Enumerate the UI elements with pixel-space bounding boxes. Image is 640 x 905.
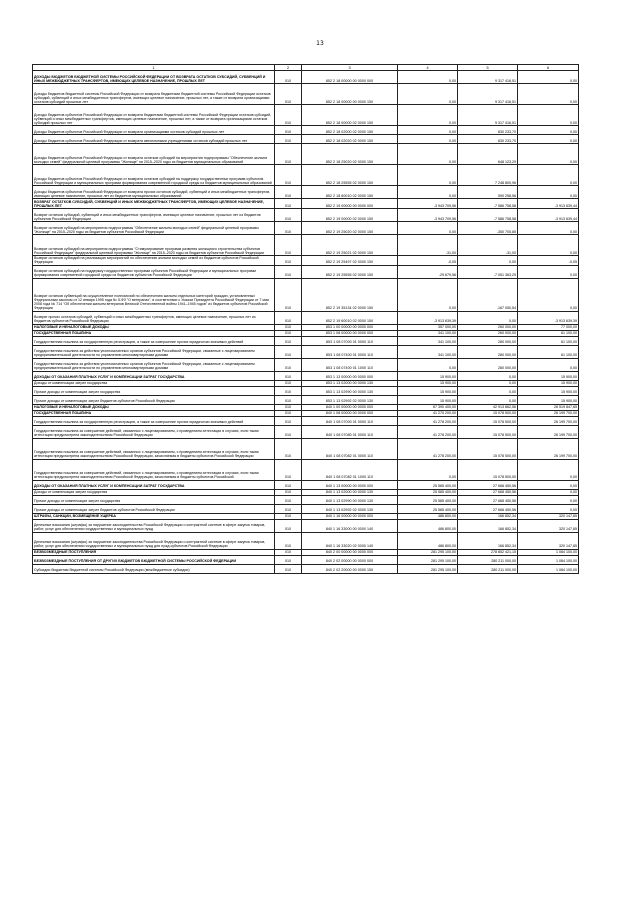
row-value-col5: 280 211 000,00	[458, 555, 518, 564]
row-value-col4: 341 100,00	[398, 336, 458, 345]
row-name: ГОСУДАРСТВЕННАЯ ПОШЛИНА	[33, 410, 275, 416]
row-admin-code: 010	[275, 438, 302, 459]
row-budget-code: 840 1 16 33020 02 0000 140	[302, 532, 398, 549]
row-value-col5: 15 078 500,00	[458, 438, 518, 459]
row-value-col4: 0,00	[398, 144, 458, 165]
header-col-2: 2	[275, 65, 302, 71]
row-admin-code: 010	[275, 126, 302, 135]
row-value-col6: 0,00	[518, 165, 579, 186]
row-name: Возврат остатков субсидий на мероприятия подпрограммы "Обеспечение жильем молодых семей" федеральной целевой программы "Жилище" на 2015–2020 годы из бюджетов субъектов Российской Федерации	[33, 222, 275, 235]
header-col-3: 3	[302, 65, 398, 71]
row-admin-code: 010	[275, 395, 302, 404]
row-value-col5: 260 000,00	[458, 324, 518, 330]
row-admin-code: 010	[275, 199, 302, 209]
table-row	[33, 395, 579, 404]
row-budget-code: 840 1 08 07080 01 0000 110	[302, 425, 398, 438]
table-row	[33, 144, 579, 165]
row-budget-code: 840 1 13 02992 02 0000 130	[302, 504, 398, 513]
row-value-col4: -31,00	[398, 235, 458, 256]
row-value-col5: 0,00	[458, 371, 518, 380]
row-value-col5: 9 317 416,51	[458, 105, 518, 126]
row-value-col5: 42 913 862,56	[458, 404, 518, 410]
table-row	[33, 209, 579, 222]
row-budget-code: 852 2 18 25555 02 0000 150	[302, 165, 398, 186]
row-budget-code: 853 1 13 02992 02 0000 130	[302, 395, 398, 404]
row-value-col4: 0,00	[398, 135, 458, 144]
row-value-col5: 0,00	[458, 395, 518, 404]
row-admin-code: 010	[275, 480, 302, 489]
row-name: Возврат прочих остатков субсидий, субвенций и иных межбюджетных трансфертов, имеющих целевое назначение, прошлых лет из бюджетов субъектов Российской Федерации	[33, 311, 275, 324]
row-value-col5: 15 078 500,00	[458, 459, 518, 480]
row-value-col6: 0,00	[518, 126, 579, 135]
row-value-col4: -3 913 639,39	[398, 311, 458, 324]
row-value-col4: 0,00	[398, 222, 458, 235]
row-value-col5: 830 233,70	[458, 135, 518, 144]
row-value-col6: 0,00	[518, 222, 579, 235]
row-value-col5: 0,00	[458, 386, 518, 395]
row-admin-code: 010	[275, 311, 302, 324]
row-budget-code: 853 1 13 02000 00 0000 130	[302, 380, 398, 386]
row-value-col6: 0,00	[518, 71, 579, 84]
row-value-col4: 281 295 100,00	[398, 564, 458, 573]
row-value-col6: 26 199 700,00	[518, 438, 579, 459]
row-value-col5: -167 050,54	[458, 278, 518, 311]
row-value-col4: 0,00	[398, 186, 458, 199]
row-name: Прочие доходы от компенсации затрат бюджетов субъектов Российской Федерации	[33, 395, 275, 404]
row-value-col6: 0,00	[518, 495, 579, 504]
row-budget-code: 852 2 19 25021 02 0000 150	[302, 235, 398, 256]
row-value-col4: -3 943 709,56	[398, 199, 458, 209]
row-budget-code: 853 1 08 00000 00 0000 000	[302, 330, 398, 336]
row-value-col6: 1 084 100,00	[518, 564, 579, 573]
row-name: Государственная пошлина за совершение действий, связанных с лицензированием, с проведением аттестации в случаях, если такая аттестация предусмотрена законодательством Российской Федерации	[33, 425, 275, 438]
row-value-col5: 830 233,70	[458, 126, 518, 135]
table-row	[33, 504, 579, 513]
row-name: Доходы бюджетов субъектов Российской Федерации от возврата бюджетами бюджетной системы Российской Федерации остатков субсидий, субвенций и иных межбюджетных трансфертов, имеющих целевое назначение, прошлых лет, а также от возврата организациями остатков субсидий прошлых лет	[33, 105, 275, 126]
row-value-col5: 7 248 800,96	[458, 165, 518, 186]
row-budget-code: 840 2 02 00000 00 0000 000	[302, 555, 398, 564]
row-value-col6: 0,00	[518, 186, 579, 199]
row-value-col6: 26 199 700,00	[518, 416, 579, 425]
row-value-col6: 15 900,00	[518, 380, 579, 386]
row-value-col6: 1 084 100,00	[518, 555, 579, 564]
row-value-col5: -31,00	[458, 235, 518, 256]
row-admin-code: 010	[275, 358, 302, 371]
row-value-col5: 0,00	[458, 256, 518, 266]
row-budget-code: 853 1 00 00000 00 0000 000	[302, 324, 398, 330]
row-value-col5: 0,00	[458, 311, 518, 324]
row-name: ШТРАФЫ, САНКЦИИ, ВОЗМЕЩЕНИЕ УЩЕРБА	[33, 513, 275, 519]
table-row	[33, 84, 579, 105]
row-value-col4: 0,00	[398, 105, 458, 126]
row-value-col6: 15 900,00	[518, 395, 579, 404]
row-name: Доходы от компенсации затрат государства	[33, 380, 275, 386]
row-admin-code: 010	[275, 504, 302, 513]
row-admin-code: 010	[275, 336, 302, 345]
row-name: Доходы бюджетов субъектов Российской Федерации от возврата остатков субсидий на мероприятия подпрограммы "Обеспечение жильем молодых семей" федеральной целевой программы "Жилище" на 2015–2020 годы из бюджетов муниципальных образований	[33, 144, 275, 165]
row-value-col4: 0,00	[398, 71, 458, 84]
row-admin-code: 010	[275, 386, 302, 395]
row-value-col5: 590 258,56	[458, 186, 518, 199]
row-name: ДОХОДЫ ОТ ОКАЗАНИЯ ПЛАТНЫХ УСЛУГ И КОМПЕНСАЦИИ ЗАТРАТ ГОСУДАРСТВА	[33, 371, 275, 380]
row-value-col4: 25 585 400,00	[398, 495, 458, 504]
row-value-col6: 15 900,00	[518, 386, 579, 395]
row-value-col5: 15 078 500,00	[458, 410, 518, 416]
row-value-col6: 26 519 847,85	[518, 404, 579, 410]
row-value-col4: -29 679,56	[398, 265, 458, 278]
table-row	[33, 126, 579, 135]
row-budget-code: 840 1 08 07000 01 0000 110	[302, 416, 398, 425]
row-name: Государственная пошлина за совершение действий, связанных с лицензированием, с проведением аттестации в случаях, если такая аттестация предусмотрена законодательством Российской Федерации, зачисляемая в бюджеты субъектов Российской	[33, 459, 275, 480]
row-value-col4: 15 900,00	[398, 386, 458, 395]
row-value-col4: 486 800,00	[398, 532, 458, 549]
row-name: Государственная пошлина за действия уполномоченных органов субъектов Российской Федерации, связанные с лицензированием предпринимательской деятельности по управлению многоквартирными домами	[33, 358, 275, 371]
row-value-col5: 15 078 500,00	[458, 416, 518, 425]
header-col-1: 1	[33, 65, 275, 71]
row-value-col6: 0,00	[518, 105, 579, 126]
row-name: Возврат остатков субсидий на реализацию мероприятий по обеспечению жильем молодых семей из бюджетов субъектов Российской Федерации	[33, 256, 275, 266]
row-value-col4: 341 100,00	[398, 345, 458, 358]
row-value-col6: 0,00	[518, 480, 579, 489]
table-row	[33, 495, 579, 504]
row-value-col5: 648 123,29	[458, 144, 518, 165]
row-name: Прочие доходы от компенсации затрат государства	[33, 386, 275, 395]
row-value-col4: 41 275 200,00	[398, 410, 458, 416]
table-row	[33, 532, 579, 549]
row-name: Прочие доходы от компенсации затрат государства	[33, 495, 275, 504]
row-value-col5: -7 586 758,58	[458, 199, 518, 209]
row-admin-code: 010	[275, 380, 302, 386]
row-value-col5: 166 852,34	[458, 513, 518, 519]
row-budget-code: 852 2 19 60010 02 0000 150	[302, 311, 398, 324]
row-value-col6: 0,00	[518, 235, 579, 256]
row-name: НАЛОГОВЫЕ И НЕНАЛОГОВЫЕ ДОХОДЫ	[33, 404, 275, 410]
row-admin-code: 010	[275, 84, 302, 105]
row-budget-code: 852 2 18 25020 02 0000 150	[302, 144, 398, 165]
row-admin-code: 010	[275, 416, 302, 425]
row-value-col4: 41 278 200,00	[398, 438, 458, 459]
row-admin-code: 010	[275, 186, 302, 199]
row-name: Государственная пошлина за действия уполномоченных органов субъектов Российской Федерации, связанные с лицензированием предпринимательской деятельности по управлению многоквартирными домами	[33, 345, 275, 358]
row-admin-code: 010	[275, 549, 302, 555]
row-name: Государственная пошлина за государственную регистрацию, а также за совершение прочих юридически значимых действий	[33, 416, 275, 425]
row-value-col4: 357 000,00	[398, 324, 458, 330]
row-value-col4: 0,00	[398, 358, 458, 371]
row-budget-code: 852 2 18 60010 02 0000 150	[302, 186, 398, 199]
row-admin-code: 010	[275, 555, 302, 564]
row-budget-code: 852 2 19 35134 02 0000 150	[302, 278, 398, 311]
row-budget-code: 853 1 13 02990 00 0000 130	[302, 386, 398, 395]
table-row	[33, 311, 579, 324]
row-name: Доходы от компенсации затрат государства	[33, 489, 275, 495]
row-budget-code: 853 1 08 07400 01 0000 110	[302, 345, 398, 358]
row-value-col6: 1 084 100,00	[518, 549, 579, 555]
row-value-col6: -3 913 639,39	[518, 311, 579, 324]
row-value-col5: 260 000,00	[458, 330, 518, 336]
row-value-col5: -7 051 363,29	[458, 265, 518, 278]
row-name: Возврат остатков субсидий, субвенций и иных межбюджетных трансфертов, имеющих целевое назначение, прошлых лет из бюджетов субъектов Российской Федерации	[33, 209, 275, 222]
row-admin-code: 010	[275, 324, 302, 330]
row-value-col5: 166 852,34	[458, 532, 518, 549]
row-value-col6: 0,00	[518, 265, 579, 278]
row-budget-code: 840 2 00 00000 00 0000 000	[302, 549, 398, 555]
row-value-col4: 0,00	[398, 126, 458, 135]
row-admin-code: 010	[275, 105, 302, 126]
row-budget-code: 840 1 00 00000 00 0000 000	[302, 404, 398, 410]
row-value-col5: 280 000,00	[458, 345, 518, 358]
row-budget-code: 852 2 19 25497 02 0000 150	[302, 256, 398, 266]
row-value-col5: 27 668 450,56	[458, 489, 518, 495]
row-admin-code: 010	[275, 513, 302, 519]
row-value-col5: -350 705,85	[458, 222, 518, 235]
row-value-col6: 320 147,85	[518, 513, 579, 519]
table-row	[33, 256, 579, 266]
table-row	[33, 199, 579, 209]
table-row	[33, 371, 579, 380]
row-name: Доходы бюджетов субъектов Российской Федерации от возврата прочих остатков субсидий, субвенций и иных межбюджетных трансфертов, имеющих целевое назначение, прошлых лет из бюджетов муниципальных образований	[33, 186, 275, 199]
row-value-col4: 25 585 400,00	[398, 504, 458, 513]
table-row	[33, 135, 579, 144]
header-col-5: 5	[458, 65, 518, 71]
table-row	[33, 438, 579, 459]
row-name: Субсидии бюджетам бюджетной системы Российской Федерации (межбюджетные субсидии)	[33, 564, 275, 573]
row-name: Доходы бюджетов субъектов Российской Федерации от возврата организациями остатков субсидий прошлых лет	[33, 126, 275, 135]
table-row	[33, 345, 579, 358]
row-value-col5: 280 211 000,00	[458, 564, 518, 573]
row-budget-code: 852 2 18 00000 02 0000 150	[302, 105, 398, 126]
row-value-col6: -3 913 639,44	[518, 209, 579, 222]
row-value-col4: 281 295 100,00	[398, 549, 458, 555]
row-name: Прочие доходы от компенсации затрат бюджетов субъектов Российской Федерации	[33, 504, 275, 513]
table-row	[33, 222, 579, 235]
row-value-col4: -0,05	[398, 256, 458, 266]
row-budget-code: 840 1 08 00000 00 0000 000	[302, 410, 398, 416]
table-row	[33, 480, 579, 489]
row-value-col6: 0,00	[518, 358, 579, 371]
row-admin-code: 010	[275, 519, 302, 532]
row-value-col5: 9 317 416,51	[458, 84, 518, 105]
row-value-col6: 15 900,00	[518, 371, 579, 380]
row-budget-code: 852 2 19 00000 00 0000 000	[302, 199, 398, 209]
row-name: ДОХОДЫ ОТ ОКАЗАНИЯ ПЛАТНЫХ УСЛУГ И КОМПЕНСАЦИИ ЗАТРАТ ГОСУДАРСТВА	[33, 480, 275, 489]
row-value-col5: 15 078 500,00	[458, 425, 518, 438]
row-name: НАЛОГОВЫЕ И НЕНАЛОГОВЫЕ ДОХОДЫ	[33, 324, 275, 330]
table-row	[33, 555, 579, 564]
row-value-col5: 280 000,00	[458, 336, 518, 345]
row-name: БЕЗВОЗМЕЗДНЫЕ ПОСТУПЛЕНИЯ ОТ ДРУГИХ БЮДЖЕТОВ БЮДЖЕТНОЙ СИСТЕМЫ РОССИЙСКОЙ ФЕДЕРАЦИИ	[33, 555, 275, 564]
row-budget-code: 853 1 13 00000 00 0000 000	[302, 371, 398, 380]
row-value-col4: 0,00	[398, 278, 458, 311]
table-row	[33, 265, 579, 278]
row-budget-code: 852 2 19 00000 02 0000 150	[302, 209, 398, 222]
row-value-col4: 486 800,00	[398, 513, 458, 519]
row-value-col6: 77 000,00	[518, 324, 579, 330]
row-admin-code: 010	[275, 404, 302, 410]
row-value-col6: 0,00	[518, 489, 579, 495]
row-value-col5: 278 852 421,15	[458, 549, 518, 555]
row-value-col4: 486 800,00	[398, 519, 458, 532]
row-value-col6: 61 100,00	[518, 345, 579, 358]
row-value-col4: 15 900,00	[398, 371, 458, 380]
row-value-col6: 0,00	[518, 278, 579, 311]
table-row	[33, 459, 579, 480]
table-row	[33, 235, 579, 256]
row-value-col4: 15 900,00	[398, 395, 458, 404]
row-value-col6: 0,00	[518, 135, 579, 144]
row-value-col5: -7 586 758,58	[458, 209, 518, 222]
row-admin-code: 010	[275, 410, 302, 416]
row-value-col5: 27 668 450,56	[458, 504, 518, 513]
row-admin-code: 010	[275, 265, 302, 278]
row-name: БЕЗВОЗМЕЗДНЫЕ ПОСТУПЛЕНИЯ	[33, 549, 275, 555]
row-name: ГОСУДАРСТВЕННАЯ ПОШЛИНА	[33, 330, 275, 336]
row-admin-code: 010	[275, 235, 302, 256]
row-value-col4: 0,00	[398, 165, 458, 186]
table-row	[33, 105, 579, 126]
row-budget-code: 840 1 16 33000 00 0000 140	[302, 519, 398, 532]
row-value-col6: 0,00	[518, 459, 579, 480]
row-budget-code: 840 2 02 20000 00 0000 150	[302, 564, 398, 573]
row-value-col4: 25 585 400,00	[398, 480, 458, 489]
row-admin-code: 010	[275, 209, 302, 222]
row-budget-code: 840 1 13 02000 00 0000 130	[302, 489, 398, 495]
row-budget-code: 852 2 19 25555 02 0000 150	[302, 265, 398, 278]
row-admin-code: 010	[275, 345, 302, 358]
row-name: Денежные взыскания (штрафы) за нарушение законодательства Российской Федерации о контрактной системе в сфере закупок товаров, работ, услуг для обеспечения государственных и муниципальных нужд для нужд субъектов Российской Федерации	[33, 532, 275, 549]
row-value-col6: 61 100,00	[518, 330, 579, 336]
row-value-col5: 27 668 450,56	[458, 480, 518, 489]
row-admin-code: 010	[275, 135, 302, 144]
table-row	[33, 386, 579, 395]
row-value-col4: 15 900,00	[398, 380, 458, 386]
table-body	[33, 71, 579, 573]
row-admin-code: 010	[275, 330, 302, 336]
row-admin-code: 010	[275, 256, 302, 266]
row-admin-code: 010	[275, 425, 302, 438]
row-value-col6: 0,00	[518, 144, 579, 165]
row-value-col4: 0,00	[398, 459, 458, 480]
row-name: Возврат остатков субсидий на мероприятия подпрограммы "Стимулирование программ развития жилищного строительства субъектов Российской Федерации" федеральной целевой программы "Жилище" на 2015–2020 годы из бюджетов субъектов Российской Федерации	[33, 235, 275, 256]
row-admin-code: 010	[275, 489, 302, 495]
row-admin-code: 010	[275, 165, 302, 186]
row-value-col6: -3 913 639,44	[518, 199, 579, 209]
row-name: Доходы бюджетов субъектов Российской Федерации от возврата автономными учреждениями остатков субсидий прошлых лет	[33, 135, 275, 144]
table-row	[33, 71, 579, 84]
row-value-col5: 0,00	[458, 380, 518, 386]
table-row	[33, 278, 579, 311]
row-value-col6: -0,05	[518, 256, 579, 266]
row-value-col6: 61 100,00	[518, 336, 579, 345]
row-name: Государственная пошлина за государственную регистрацию, а также за совершение прочих юридически значимых действий	[33, 336, 275, 345]
table-row	[33, 336, 579, 345]
row-budget-code: 852 2 18 02000 02 0000 150	[302, 126, 398, 135]
row-value-col6: 0,00	[518, 84, 579, 105]
row-value-col4: 25 585 400,00	[398, 489, 458, 495]
row-value-col6: 320 147,85	[518, 532, 579, 549]
row-value-col4: 41 278 200,00	[398, 416, 458, 425]
row-name: Доходы бюджетов бюджетной системы Российской Федерации от возврата бюджетами бюджетной системы Российской Федерации остатков субсидий, субвенций и иных межбюджетных трансфертов, имеющих целевое назначение, прошлых лет, а также от возврата организациями остатков субсидий прошлых лет	[33, 84, 275, 105]
row-admin-code: 010	[275, 371, 302, 380]
row-admin-code: 010	[275, 495, 302, 504]
row-value-col5: 280 000,00	[458, 358, 518, 371]
header-col-6: 6	[518, 65, 579, 71]
row-admin-code: 010	[275, 222, 302, 235]
row-budget-code: 853 1 08 07000 01 0000 110	[302, 336, 398, 345]
table-row	[33, 165, 579, 186]
row-value-col5: 9 317 416,51	[458, 71, 518, 84]
row-budget-code: 840 1 13 02990 00 0000 130	[302, 495, 398, 504]
row-budget-code: 840 1 08 07082 01 1000 110	[302, 459, 398, 480]
row-admin-code: 010	[275, 144, 302, 165]
revenue-table	[32, 64, 579, 574]
row-name: Денежные взыскания (штрафы) за нарушение законодательства Российской Федерации о контрактной системе в сфере закупок товаров, работ, услуг для обеспечения государственных и муниципальных нужд	[33, 519, 275, 532]
row-value-col4: -3 943 709,56	[398, 209, 458, 222]
table-row	[33, 358, 579, 371]
row-budget-code: 852 2 18 02020 02 0000 150	[302, 135, 398, 144]
row-admin-code: 010	[275, 459, 302, 480]
table-row	[33, 425, 579, 438]
row-value-col6: 26 199 700,00	[518, 425, 579, 438]
row-admin-code: 010	[275, 532, 302, 549]
table-row	[33, 416, 579, 425]
row-name: Государственная пошлина за совершение действий, связанных с лицензированием, с проведением аттестации в случаях, если такая аттестация предусмотрена законодательством Российской Федерации, зачисляемая в бюджеты субъектов Российской Федерации	[33, 438, 275, 459]
row-name: Доходы бюджетов субъектов Российской Федерации от возврата остатков субсидий на поддержку государственных программ субъектов Российской Федерации и муниципальных программ формирования современной городской среды из бюджетов муниципальных образований	[33, 165, 275, 186]
row-value-col4: 281 295 100,00	[398, 555, 458, 564]
row-value-col6: 0,00	[518, 504, 579, 513]
row-value-col4: 67 390 400,00	[398, 404, 458, 410]
row-budget-code: 853 1 08 07400 01 1000 110	[302, 358, 398, 371]
table-row	[33, 519, 579, 532]
row-budget-code: 852 2 18 00000 00 0000 150	[302, 84, 398, 105]
row-budget-code: 840 1 08 07082 01 0000 110	[302, 438, 398, 459]
table-row	[33, 186, 579, 199]
row-name: Возврат остатков субвенций на осуществление полномочий по обеспечению жильем отдельных категорий граждан, установленных Федеральным законом от 12 января 1995 года № 5-ФЗ "О ветеранах", в соответствии с Указом Президента Российской Федерации от 7 мая 2008 года № 714 "Об обеспечении жильем ветеранов Великой Отечественной войны 1941–1945 годов" из бюджетов субъектов Российской Федерации	[33, 278, 275, 311]
row-admin-code: 010	[275, 278, 302, 311]
row-budget-code: 852 2 19 25020 02 0000 150	[302, 222, 398, 235]
row-value-col6: 320 147,85	[518, 519, 579, 532]
row-value-col4: 0,00	[398, 84, 458, 105]
row-budget-code: 852 2 18 00000 00 0000 000	[302, 71, 398, 84]
row-name: ВОЗВРАТ ОСТАТКОВ СУБСИДИЙ, СУБВЕНЦИЙ И ИНЫХ МЕЖБЮДЖЕТНЫХ ТРАНСФЕРТОВ, ИМЕЮЩИХ ЦЕЛЕВОЕ НАЗНАЧЕНИЕ, ПРОШЛЫХ ЛЕТ	[33, 199, 275, 209]
row-budget-code: 840 1 13 00000 00 0000 000	[302, 480, 398, 489]
row-admin-code: 010	[275, 71, 302, 84]
row-name: Возврат остатков субсидий на поддержку государственных программ субъектов Российской Федерации и муниципальных программ формирования современной городской среды из бюджетов субъектов Российской Федерации	[33, 265, 275, 278]
row-value-col5: 27 668 450,56	[458, 495, 518, 504]
header-col-4: 4	[398, 65, 458, 71]
table-row	[33, 564, 579, 573]
row-value-col6: 26 199 700,00	[518, 410, 579, 416]
row-budget-code: 840 1 16 00000 00 0000 000	[302, 513, 398, 519]
row-value-col5: 166 852,34	[458, 519, 518, 532]
row-value-col4: 341 100,00	[398, 330, 458, 336]
row-admin-code: 010	[275, 564, 302, 573]
page-number: 13	[316, 40, 324, 47]
row-name: ДОХОДЫ БЮДЖЕТОВ БЮДЖЕТНОЙ СИСТЕМЫ РОССИЙСКОЙ ФЕДЕРАЦИИ ОТ ВОЗВРАТА ОСТАТКОВ СУБСИДИЙ, СУБВЕНЦИЙ И ИНЫХ МЕЖБЮДЖЕТНЫХ ТРАНСФЕРТОВ, ИМЕЮЩИХ ЦЕЛЕВОЕ НАЗНАЧЕНИЕ, ПРОШЛЫХ ЛЕТ	[33, 71, 275, 84]
row-value-col4: 41 278 200,00	[398, 425, 458, 438]
